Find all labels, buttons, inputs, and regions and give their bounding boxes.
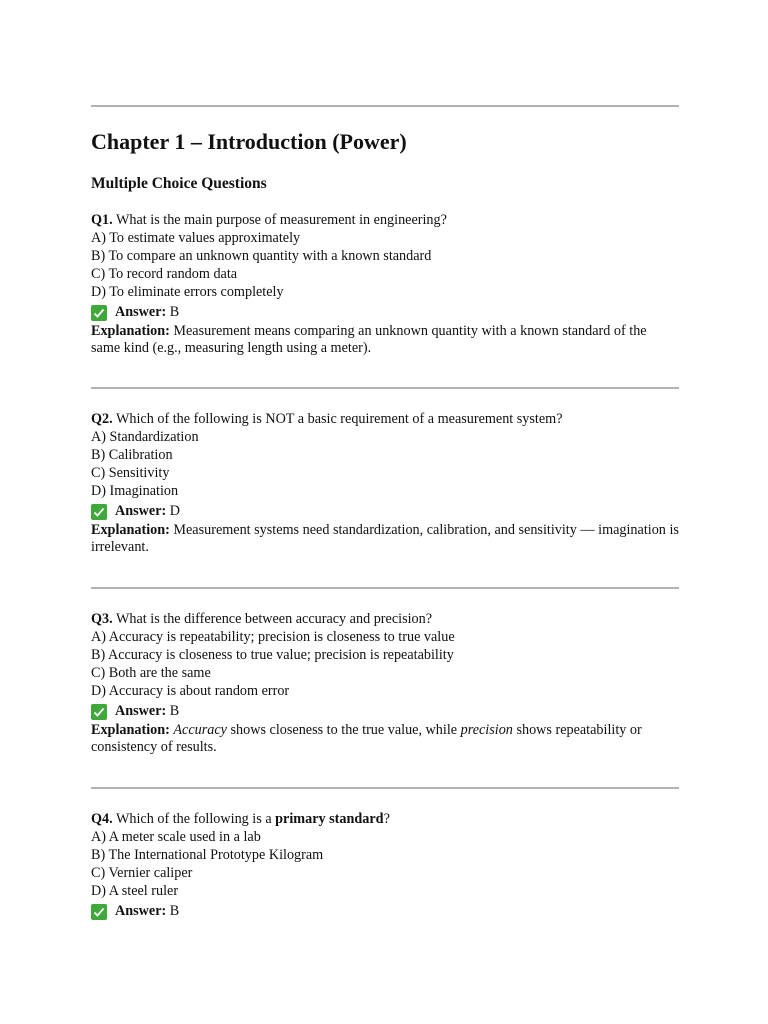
explanation-label: Explanation: [91, 322, 170, 339]
divider [91, 387, 679, 389]
chapter-title: Chapter 1 – Introduction (Power) [91, 129, 407, 154]
question-3 [91, 611, 679, 757]
option-b: B) To compare an unknown quantity with a known standard [91, 247, 432, 264]
answer-value: D [169, 502, 181, 519]
answer-value: B [169, 702, 180, 719]
question-number: Q4. [91, 811, 113, 827]
question-4-text [91, 811, 679, 829]
option-b: B) Calibration [91, 446, 173, 463]
option-a: A) Standardization [91, 428, 199, 445]
explanation-term-precision: precision [460, 721, 513, 738]
check-mark-icon [91, 704, 107, 720]
explanation-text: Measurement systems need standardization, calibration, and sensitivity — imagination is irrelevant. [91, 521, 679, 556]
check-mark-icon [91, 305, 107, 321]
option-d: D) Imagination [91, 482, 179, 499]
question-stem-end: ? [383, 811, 390, 827]
explanation [91, 522, 679, 558]
explanation-term-accuracy: Accuracy [173, 721, 227, 738]
option-c: C) Sensitivity [91, 464, 170, 481]
option-c: C) Both are the same [91, 664, 211, 681]
explanation-text: shows repeatability or consistency of results. [91, 721, 642, 756]
question-2-text [91, 411, 679, 429]
explanation-text: Measurement means comparing an unknown quantity with a known standard of the same kind (e.g., measuring length using a meter). [91, 322, 647, 357]
question-number: Q2. [91, 411, 113, 427]
question-2 [91, 411, 679, 557]
question-stem: What is the main purpose of measurement in engineering? [115, 212, 447, 228]
question-number: Q1. [91, 212, 113, 228]
question-1-text [91, 212, 679, 230]
section-title: Multiple Choice Questions [91, 175, 267, 192]
answer-label: Answer: [115, 702, 167, 719]
option-d: D) A steel ruler [91, 882, 179, 899]
check-mark-icon [91, 504, 107, 520]
answer-line [91, 702, 679, 722]
question-3-text [91, 611, 679, 629]
answer-line [91, 502, 679, 522]
explanation-label: Explanation: [91, 721, 170, 738]
answer-value: B [169, 902, 180, 919]
divider [91, 587, 679, 589]
question-4 [91, 811, 679, 922]
answer-line [91, 902, 679, 922]
question-stem: Which of the following is a [115, 811, 276, 827]
divider [91, 787, 679, 789]
option-d: D) Accuracy is about random error [91, 682, 290, 699]
explanation [91, 323, 679, 359]
explanation [91, 722, 679, 758]
option-c: C) Vernier caliper [91, 864, 193, 881]
check-mark-icon [91, 904, 107, 920]
answer-label: Answer: [115, 502, 167, 519]
question-stem: Which of the following is NOT a basic requirement of a measurement system? [115, 411, 563, 427]
option-b: B) Accuracy is closeness to true value; precision is repeatability [91, 646, 454, 663]
question-stem: What is the difference between accuracy and precision? [115, 611, 433, 627]
option-a: A) Accuracy is repeatability; precision is closeness to true value [91, 628, 455, 645]
question-1 [91, 212, 679, 358]
answer-label: Answer: [115, 902, 167, 919]
option-c: C) To record random data [91, 265, 238, 282]
option-d: D) To eliminate errors completely [91, 283, 284, 300]
answer-line [91, 303, 679, 323]
question-emphasis: primary standard [275, 811, 384, 827]
divider-top [91, 105, 679, 107]
explanation-label: Explanation: [91, 521, 170, 538]
explanation-text: shows closeness to the true value, while [226, 721, 461, 738]
answer-value: B [169, 303, 180, 320]
option-a: A) To estimate values approximately [91, 229, 301, 246]
option-b: B) The International Prototype Kilogram [91, 846, 324, 863]
question-number: Q3. [91, 611, 113, 627]
option-a: A) A meter scale used in a lab [91, 828, 261, 845]
answer-label: Answer: [115, 303, 167, 320]
